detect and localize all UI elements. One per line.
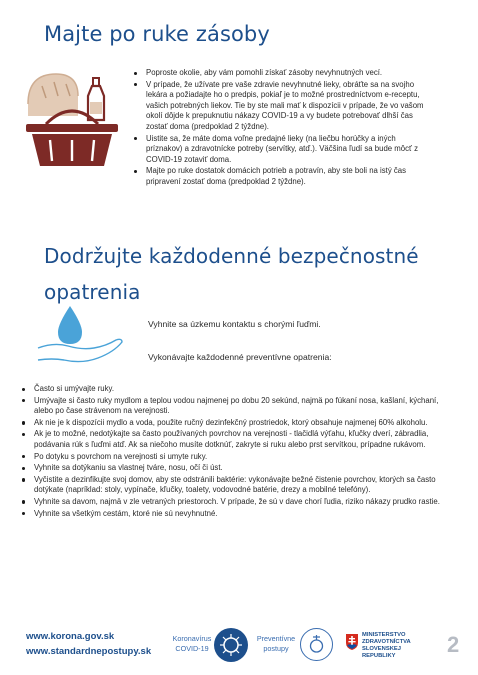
water-drop-icon [58, 306, 82, 344]
intro-avoid-contact: Vyhnite sa úzkemu kontaktu s chorými ľuďmi. [148, 319, 321, 329]
section-title-supplies: Majte po ruke zásoby [44, 22, 270, 46]
ministry-line: SLOVENSKEJ REPUBLIKY [362, 646, 401, 659]
prevention-icon [300, 628, 333, 661]
list-item: Často si umývajte ruky. [22, 384, 442, 395]
list-item: Vyhnite sa davom, najmä v zle vetraných priestoroch. V prípade, že sú v dave chorí ľudia, riziko nákazy prudko rastie. [22, 497, 442, 508]
prevention-logo-text: Preventívne postupy [256, 634, 296, 653]
standardnepostupy-link[interactable]: www.standardnepostupy.sk [26, 646, 152, 657]
supplies-illustration [20, 66, 130, 176]
virus-icon [214, 628, 248, 662]
page-number: 2 [447, 632, 460, 657]
handwash-illustration [34, 304, 130, 366]
intro-daily-measures: Vykonávajte každodenné preventívne opatrenia: [148, 352, 332, 362]
list-item: Umývajte si často ruky mydlom a teplou vodou najmenej po dobu 20 sekúnd, najmä po fúkaní nosa, kašlaní, kýchaní, alebo po čase strávenom na verejnosti. [22, 396, 442, 417]
supplies-list [134, 68, 434, 189]
bottle-icon [88, 78, 104, 120]
list-item: Majte po ruke dostatok domácich potrieb a potravín, aby ste boli na istý čas pripravení zostať doma (predpoklad 2 týždne). [134, 166, 434, 187]
list-item: Vyhnite sa všetkým cestám, ktoré nie sú nevyhnutné. [22, 509, 442, 520]
corona-logo-text: Koronavírus COVID-19 [172, 634, 212, 653]
prevention-list [22, 384, 442, 520]
coat-of-arms-icon [346, 634, 358, 650]
list-item: Ak nie je k dispozícii mydlo a voda, použite ručný dezinfekčný prostriedok, ktorý obsahuje najmenej 60% alkoholu. [22, 418, 442, 429]
ministry-line: MINISTERSTVO [362, 632, 406, 638]
hand-icon [38, 339, 122, 361]
korona-link[interactable]: www.korona.gov.sk [26, 631, 115, 642]
ministry-logo [362, 632, 432, 660]
list-item: V prípade, že užívate pre vaše zdravie nevyhnutné lieky, obráťte sa na svojho lekára a požiadajte ho o predpis, pokiaľ je to možné prostredníctvom e-receptu, vašich potrebných liekov. Tie by ste mali mať k dispozícii v prípade, že vo vašom okolí dôjde k prepuknutiu nákazy COVID-19 a vy budete potrebovať dlhší čas zostať doma (predpoklad 2 týždne). [134, 80, 434, 133]
list-item: Uistite sa, že máte doma voľne predajné lieky (na liečbu horúčky a iných príznakov) a zdravotnícke potreby (servítky, atď.). Väčšina ľudí sa bude môcť z COVID-19 zotaviť doma. [134, 134, 434, 166]
list-item: Vyhnite sa dotýkaniu sa vlastnej tváre, nosu, očí či úst. [22, 463, 442, 474]
list-item: Po dotyku s povrchom na verejnosti si umyte ruky. [22, 452, 442, 463]
list-item: Ak je to možné, nedotýkajte sa často používaných povrchov na verejnosti - tlačidlá výťahu, kľučky dverí, zábradlia, podávania rúk s ľuďmi atď. Ak sa niečoho musíte dotknúť, zakryte si ruku alebo prst servítkou, prípadne rukávom. [22, 429, 442, 450]
list-item: Vyčistite a dezinfikujte svoj domov, aby ste odstránili baktérie: vykonávajte bežné čistenie povrchov, ktorých sa často dotýkate (napríklad: stoly, vypínače, kľučky, toalety, vodovodné batérie, drezy a mobilné telefóny). [22, 475, 442, 496]
list-item: Poproste okolie, aby vám pomohli získať zásoby nevyhnutných vecí. [134, 68, 434, 79]
ministry-line: ZDRAVOTNÍCTVA [362, 639, 411, 645]
section-title-safety: Dodržujte každodenné bezpečnostné opatrenia [44, 244, 419, 304]
